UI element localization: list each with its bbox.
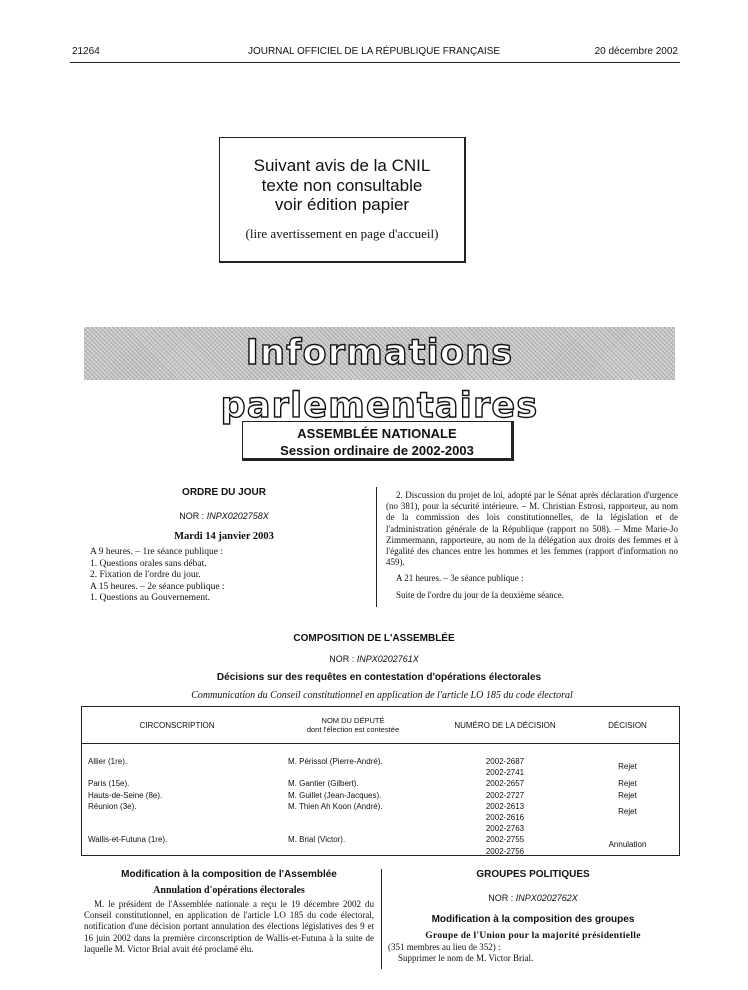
header-depute (272, 707, 434, 744)
journal-title: JOURNAL OFFICIEL DE LA RÉPUBLIQUE FRANÇAISE (247, 46, 501, 57)
header-depute-line-2: dont l'élection est contestée (306, 725, 400, 734)
column-rule-bottom (381, 869, 382, 969)
ordre-du-jour-right-text (386, 490, 678, 601)
group-count: (351 membres au lieu de 352) : (388, 942, 501, 952)
nor-code: INPX0202762X (515, 893, 578, 903)
cnil-sub-note: (lire avertissement en page d'accueil) (245, 225, 439, 241)
list-item: 2. Fixation de l'ordre du jour. (90, 570, 201, 581)
cnil-line-2: texte non consultable (261, 175, 423, 195)
depute-cell (272, 834, 434, 856)
nor-label: NOR : (179, 511, 207, 521)
groupes-subtitle: Modification à la composition des groupes (431, 914, 635, 925)
numero-cell (434, 790, 576, 801)
list-item: 1. Questions au Gouvernement. (90, 593, 211, 604)
header-decision: DÉCISION (576, 707, 679, 744)
cnil-line-3: voir édition papier (274, 195, 410, 214)
seance-3-detail: Suite de l'ordre du jour de la deuxième séance. (396, 589, 564, 600)
discussion-paragraph: 2. Discussion du projet de loi, adopté par le Sénat après déclaration d'urgence (no 381), pour la sécurité intérieure. – M. Christian Estrosi, rapporteur, au nom de la commission des lois constitutionnelles, de la législation et de l'administration générale de la République (rapport no 508). – Mme Marie-Jo Zimmermann, rapporteure, au nom de la délégation aux droits des femmes et à l'égalité des chances entre les hommes et les femmes (rapport d'information no 459). (386, 490, 678, 568)
circonscription-cell (82, 834, 272, 856)
list-item: A 9 heures. – 1re séance publique : (90, 547, 223, 557)
modification-paragraph: M. le président de l'Assemblée nationale a reçu le 19 décembre 2002 du Conseil constitutionnel, en application de l'article LO 185 du code électoral, notification d'une décision portant annulation des élections législatives des 9 et 16 juin 2002 dans la première circonscription de Wallis-et-Futuna à la suite de laquelle M. Victor Brial avait été proclamé élu. (84, 899, 374, 954)
nor-label: NOR : (488, 893, 516, 903)
decision-number: 2002-2687 (485, 757, 525, 766)
modification-subtitle: Annulation d'opérations électorales (153, 885, 305, 896)
decision-cell-text: Rejet (618, 779, 637, 789)
table-row (82, 801, 679, 835)
circonscription-cell (82, 778, 272, 789)
decision-number: 2002-2616 (485, 813, 525, 823)
numero-cell (434, 801, 576, 835)
cnil-notice-box (219, 137, 466, 263)
section-banner (84, 327, 675, 426)
circonscription-cell-text: Wallis-et-Futuna (1re). (88, 835, 168, 845)
decision-cell-text: Rejet (618, 790, 637, 800)
seance-3-line: A 21 heures. – 3e séance publique : (396, 573, 524, 584)
cnil-line-1: Suivant avis de la CNIL (253, 156, 431, 175)
decision-cell (576, 834, 679, 856)
decision-number: 2002-2657 (485, 779, 525, 789)
header-circonscription: CIRCONSCRIPTION (82, 707, 272, 744)
decision-number: 2002-2727 (485, 790, 525, 800)
decision-cell-text: Annulation (608, 840, 647, 850)
nor-code: INPX0202758X (206, 511, 269, 521)
depute-cell-text: M. Gantier (Gilbert). (288, 779, 359, 789)
circonscription-cell-text: Paris (15e). (88, 779, 130, 789)
table-row (82, 790, 679, 801)
decision-cell-text: Rejet (618, 806, 637, 816)
depute-cell-text: M. Guillet (Jean-Jacques). (288, 790, 382, 800)
header-numero: NUMÉRO DE LA DÉCISION (434, 707, 576, 744)
table-row (82, 744, 679, 779)
nor-code: INPX0202761X (356, 654, 419, 664)
circonscription-cell (82, 801, 272, 835)
numero-cell (434, 778, 576, 789)
table-row (82, 778, 679, 789)
decision-cell (576, 778, 679, 789)
group-action: Supprimer le nom de M. Victor Brial. (398, 953, 534, 963)
decision-cell (576, 744, 679, 779)
circonscription-cell-text: Réunion (3e). (88, 801, 137, 811)
depute-cell-text: M. Thien Ah Koon (André). (288, 801, 383, 811)
decision-cell (576, 790, 679, 801)
depute-cell (272, 744, 434, 779)
circonscription-cell (82, 744, 272, 779)
numero-cell (434, 834, 576, 856)
table-header-row (82, 707, 679, 744)
group-name: Groupe de l'Union pour la majorité présidentielle (425, 931, 641, 941)
decision-cell (576, 801, 679, 835)
decision-number: 2002-2763 (485, 824, 525, 834)
header-depute-line-1: NOM DU DÉPUTÉ (321, 716, 385, 725)
circonscription-cell-text: Allier (1re). (88, 757, 128, 766)
header-rule (70, 62, 680, 63)
circonscription-cell-text: Hauts-de-Seine (8e). (88, 790, 163, 800)
composition-nor (0, 654, 748, 664)
ordre-du-jour-nor (84, 511, 364, 521)
composition-title: COMPOSITION DE L'ASSEMBLÉE (293, 633, 455, 644)
numero-cell (434, 744, 576, 779)
communication-line: Communication du Conseil constitutionnel en application de l'article LO 185 du code électoral (191, 690, 573, 701)
assemblee-title: ASSEMBLÉE NATIONALE (297, 426, 457, 441)
decision-number: 2002-2755 (485, 835, 525, 845)
nor-label: NOR : (329, 654, 357, 664)
ordre-du-jour-title: ORDRE DU JOUR (182, 487, 266, 498)
depute-cell-text: M. Brial (Victor). (288, 835, 346, 845)
groupes-nor (388, 893, 678, 903)
decision-number: 2002-2756 (485, 846, 525, 856)
table-row (82, 834, 679, 856)
page-number: 21264 (72, 46, 100, 57)
list-item: 1. Questions orales sans débat. (90, 558, 207, 569)
depute-cell (272, 801, 434, 835)
ordre-du-jour-left-list (90, 547, 360, 605)
session-title: Session ordinaire de 2002-2003 (280, 443, 474, 458)
list-item: A 15 heures. – 2e séance publique : (90, 581, 225, 592)
decisions-subtitle: Décisions sur des requêtes en contestation d'opérations électorales (216, 672, 542, 683)
banner-title: Informations parlementaires (220, 333, 539, 426)
decision-number: 2002-2613 (485, 801, 525, 811)
modification-title: Modification à la composition de l'Assemblée (121, 869, 337, 880)
decision-cell-text: Rejet (618, 762, 637, 771)
seance-date: Mardi 14 janvier 2003 (174, 531, 274, 542)
column-rule (376, 487, 377, 607)
groupes-title: GROUPES POLITIQUES (476, 869, 590, 880)
decision-number: 2002-2741 (485, 768, 525, 778)
depute-cell (272, 790, 434, 801)
depute-cell-text: M. Périssol (Pierre-André). (288, 757, 383, 766)
depute-cell (272, 778, 434, 789)
assemblee-box (242, 421, 514, 461)
decisions-table (81, 706, 680, 856)
circonscription-cell (82, 790, 272, 801)
issue-date: 20 décembre 2002 (594, 46, 678, 57)
